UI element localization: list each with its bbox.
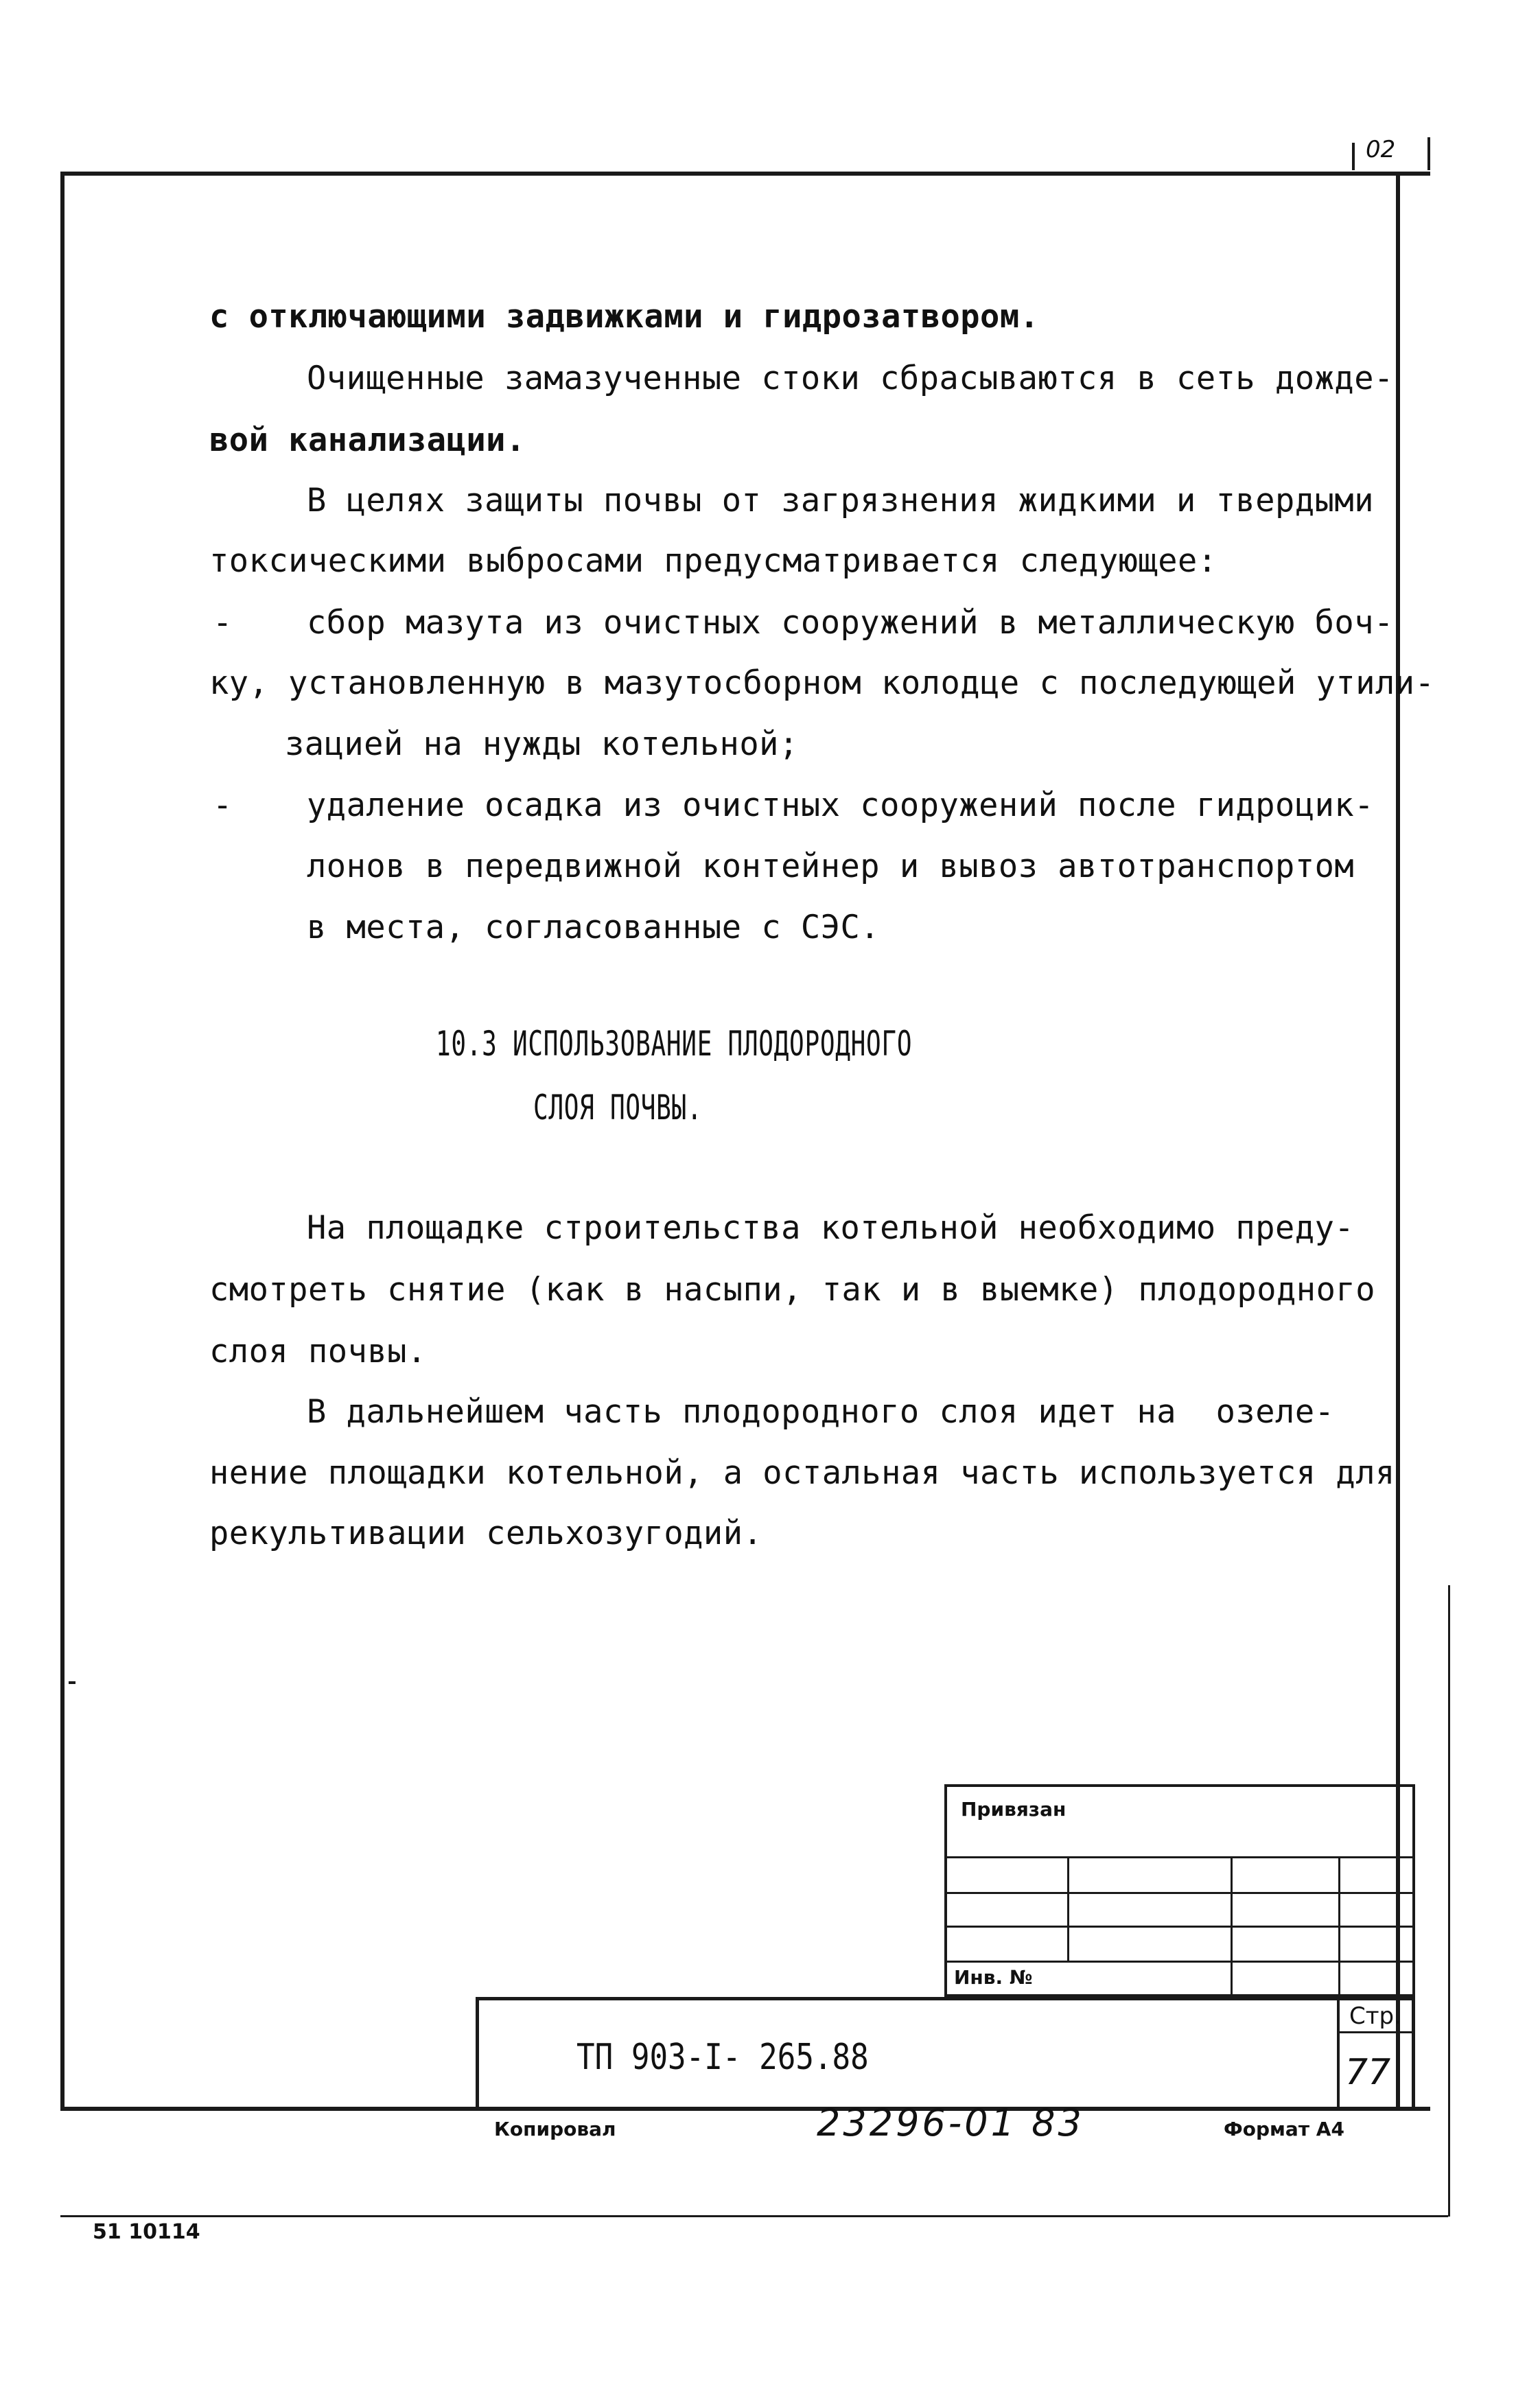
stamp-row-line (944, 1892, 1415, 1894)
stamp-col-line (1338, 1856, 1340, 1997)
body-line-3: вой канализации. (209, 421, 526, 459)
sheet-edge-right (1448, 1585, 1450, 2217)
document-code: ТП 903-I- 265.88 (576, 2037, 869, 2078)
sheet-corner-mark (1345, 130, 1434, 172)
stamp-row-line (944, 1961, 1415, 1963)
stamp-row-line (944, 1926, 1415, 1928)
format-label: Формат А4 (1224, 2118, 1344, 2140)
section-heading-line-1: 10.3 ИСПОЛЬЗОВАНИЕ ПЛОДОРОДНОГО (436, 1024, 913, 1064)
body-line-10: лонов в передвижной контейнер и вывоз автотранспортом (307, 848, 1355, 885)
stamp-row-line (944, 1856, 1415, 1858)
body-line-1: с отключающими задвижками и гидрозатвором. (209, 298, 1040, 336)
body-line-5: токсическими выбросами предусматривается следующее: (209, 542, 1217, 580)
section-line-3: слоя почвы. (209, 1333, 427, 1370)
section-line-4: В дальнейшем часть плодородного слоя идет на озеле- (307, 1393, 1335, 1431)
handwritten-archive-code: 23296-01 83 (817, 2101, 1084, 2144)
body-line-11: в места, согласованные с СЭС. (307, 909, 881, 946)
copied-by-label: Копировал (494, 2118, 616, 2140)
bullet-dash-2: - (213, 786, 233, 824)
page-cell-divider (1337, 2031, 1415, 2033)
inventory-number-label: Инв. № (954, 1966, 1033, 1989)
frame-top-border (60, 172, 1430, 176)
archive-number: 51 10114 (93, 2220, 200, 2244)
page-number: 77 (1345, 2052, 1391, 2093)
margin-tick (69, 1681, 75, 1684)
stamp-col-line (1231, 1856, 1233, 1997)
body-line-9: удаление осадка из очистных сооружений после гидроцик- (307, 786, 1375, 824)
sheet-mark-text: 02 (1366, 136, 1396, 163)
section-heading-line-2: СЛОЯ ПОЧВЫ. (533, 1088, 703, 1127)
sheet-edge-bottom (60, 2215, 1448, 2217)
privyazan-label: Привязан (961, 1798, 1066, 1821)
section-line-2: смотреть снятие (как в насыпи, так и в выемке) плодородного (209, 1271, 1375, 1309)
stamp-col-line (1067, 1856, 1069, 1961)
body-line-4: В целях защиты почвы от загрязнения жидкими и твердыми (307, 482, 1375, 519)
body-line-6: сбор мазута из очистных сооружений в металлическую боч- (307, 604, 1394, 642)
section-line-5: нение площадки котельной, а остальная часть используется для (209, 1454, 1395, 1492)
body-line-8: зацией на нужды котельной; (285, 725, 799, 763)
frame-left-border (60, 172, 65, 2111)
bullet-dash-1: - (213, 604, 233, 642)
body-line-7: ку, установленную в мазутосборном колодце с последующей утили- (209, 664, 1435, 702)
body-line-2: Очищенные замазученные стоки сбрасываются в сеть дожде- (307, 360, 1394, 397)
section-line-6: рекультивации сельхозугодий. (209, 1515, 763, 1552)
section-line-1: На площадке строительства котельной необходимо преду- (307, 1209, 1355, 1247)
page-label: Стр. (1349, 2002, 1401, 2030)
